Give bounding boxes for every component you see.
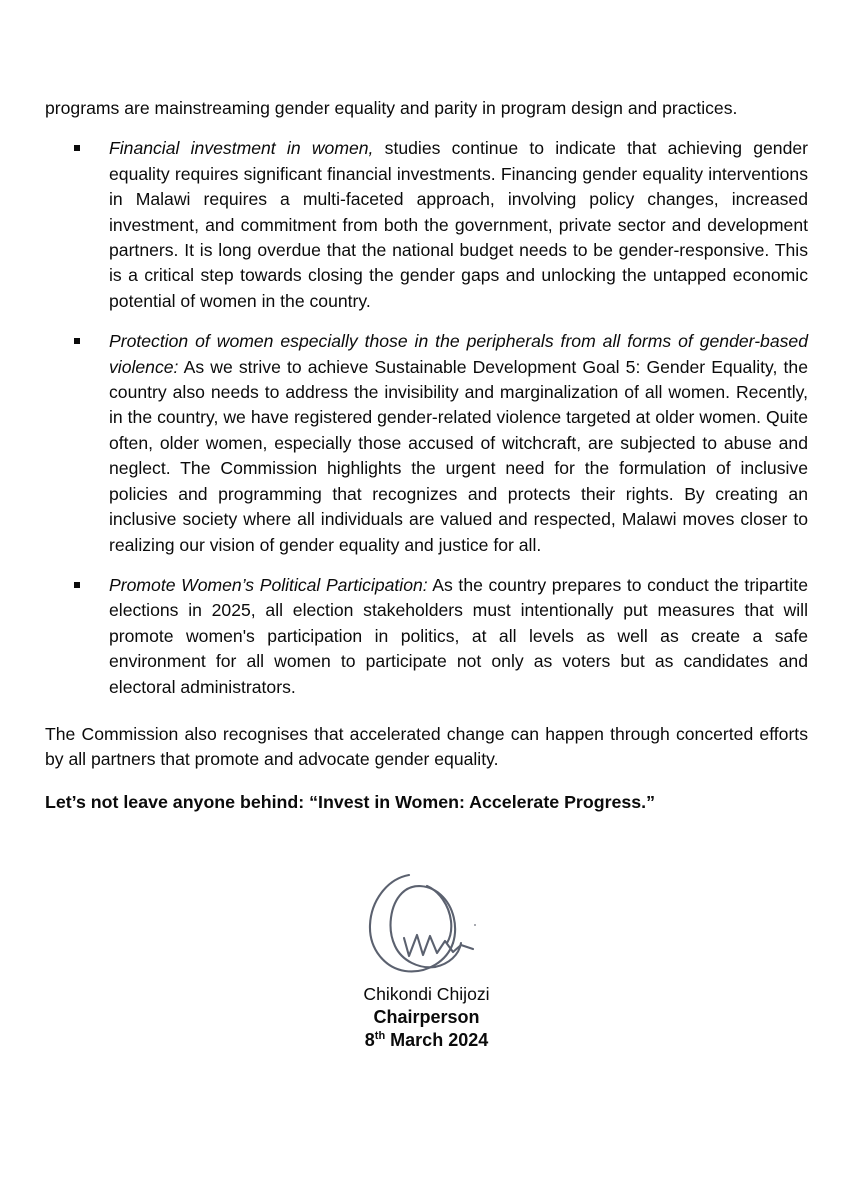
- list-item-lead: Protection of women especially those in the peripherals from all forms of gender-based violence:: [109, 331, 808, 377]
- handwritten-signature-icon: [357, 863, 497, 983]
- tagline: Let’s not leave anyone behind: “Invest in Women: Accelerate Progress.”: [45, 791, 655, 812]
- signatory-name: Chikondi Chijozi: [363, 984, 490, 1005]
- signature-block: [45, 863, 808, 1052]
- list-item-lead: Financial investment in women,: [109, 138, 374, 159]
- signature-date: [45, 1029, 808, 1052]
- signature-date-day: 8: [364, 1030, 375, 1051]
- list-item-body: As we strive to achieve Sustainable Development Goal 5: Gender Equality, the country also needs to address the invisibility and marginalization of all women. Recently, in the country, we have registered gender-related violence targeted at older women. Quite often, older women, especially those accused of witchcraft, are subjected to abuse and neglect. The Commission highlights the urgent need for the formulation of inclusive policies and programming that recognizes and protects their rights. By creating an inclusive society where all individuals are valued and respected, Malawi moves closer to realizing our vision of gender equality and justice for all.: [109, 356, 808, 555]
- signature-date-rest: March 2024: [385, 1030, 489, 1051]
- document-body: [45, 96, 808, 1052]
- list-item-lead: Promote Women’s Political Participation:: [109, 574, 428, 595]
- signature-image: [45, 863, 808, 983]
- continued-paragraph: programs are mainstreaming gender equality and parity in program design and practices.: [45, 98, 738, 118]
- square-bullet-icon: [74, 145, 80, 151]
- signature-date-ordinal: th: [374, 1030, 386, 1043]
- signatory-role: Chairperson: [373, 1007, 480, 1028]
- closing-paragraph: The Commission also recognises that accelerated change can happen through concerted efforts by all partners that promote and advocate gender equality.: [45, 723, 808, 770]
- list-item-body: As the country prepares to conduct the tripartite elections in 2025, all election stakeholders must intentionally put measures that will promote women's participation in politics, at all levels as well as create a safe environment for all women to participate not only as voters but as candidates and electoral administrators.: [109, 574, 808, 697]
- square-bullet-icon: [74, 338, 80, 344]
- recommendations-list: [45, 136, 808, 700]
- square-bullet-icon: [74, 582, 80, 588]
- list-item: [45, 329, 808, 558]
- list-item: [45, 136, 808, 314]
- list-item: [45, 573, 808, 700]
- list-item-body: studies continue to indicate that achieving gender equality requires significant financial investments. Financing gender equality interventions in Malawi requires a multi-faceted approach, involving policy changes, increased investment, and commitment from both the government, private sector and development partners. It is long overdue that the national budget needs to be gender-responsive. This is a critical step towards closing the gender gaps and unlocking the untapped economic potential of women in the country.: [109, 138, 808, 311]
